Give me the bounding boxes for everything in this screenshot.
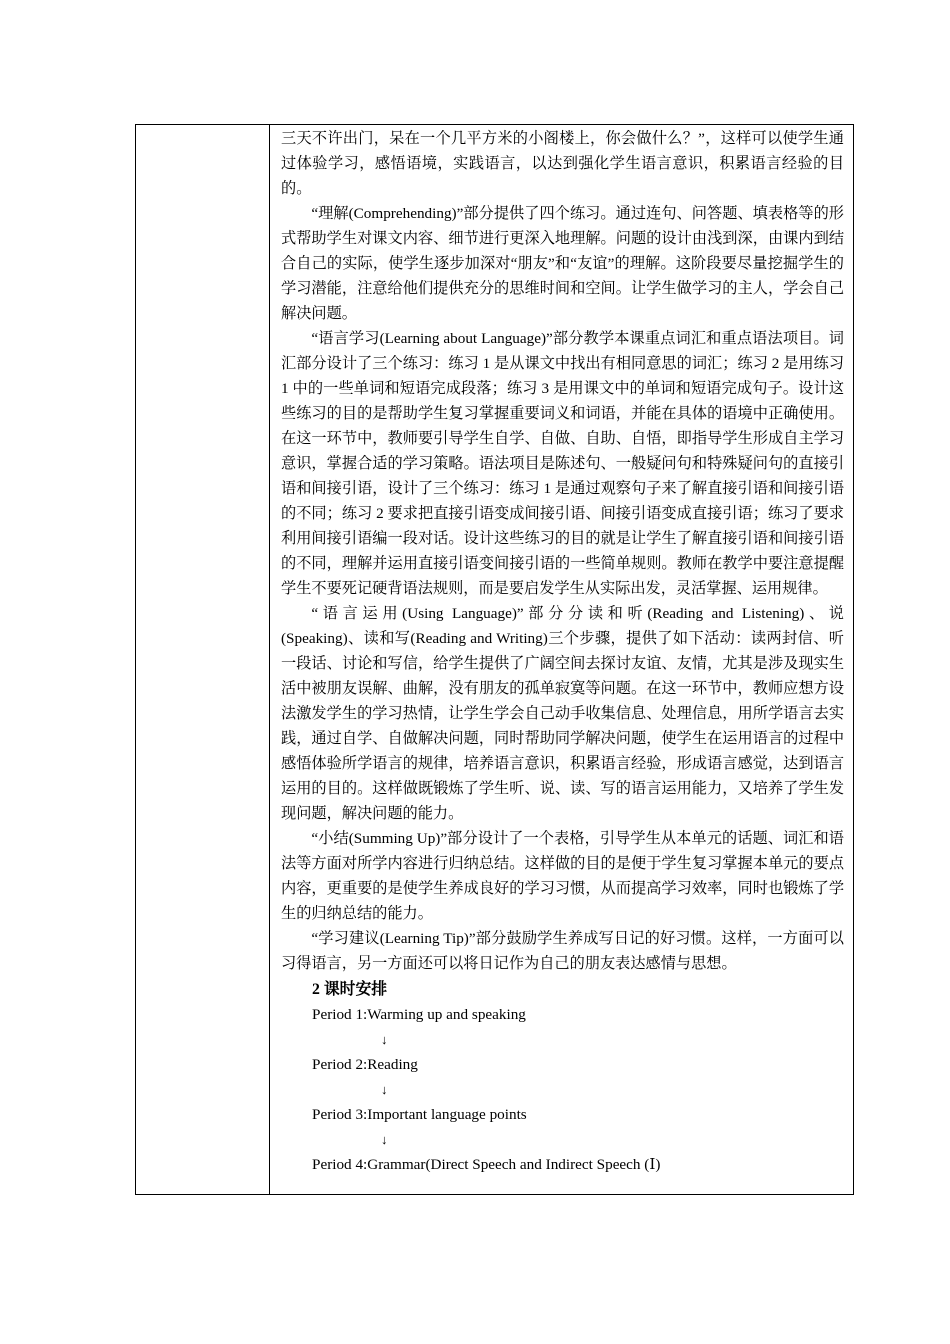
period-item: Period 1:Warming up and speaking [312, 1006, 526, 1023]
down-arrow-icon: ↓ [381, 1082, 388, 1097]
document-table [135, 124, 854, 1195]
paragraph-summing-up: “小结(Summing Up)”部分设计了一个表格，引导学生从本单元的话题、词汇和语法等方面对所学内容进行归纳总结。这样做的目的是便于学生复习掌握本单元的要点内容，更重要的是使学生养成良好的学习习惯，从而提高学习效率，同时也锻炼了学生的归纳总结的能力。 [281, 830, 844, 922]
section-heading: 2 课时安排 [312, 981, 388, 998]
period-item: Period 3:Important language points [312, 1106, 527, 1123]
table-right-cell [270, 125, 853, 1194]
down-arrow-icon: ↓ [381, 1132, 388, 1147]
paragraph-continuation: 三天不许出门，呆在一个几平方米的小阁楼上，你会做什么？”，这样可以使学生通过体验学习，感悟语境，实践语言，以达到强化学生语言意识，积累语言经验的目的。 [281, 130, 844, 197]
table-left-cell [136, 125, 270, 1194]
paragraph-learning-about-language: “语言学习(Learning about Language)”部分教学本课重点词汇和重点语法项目。词汇部分设计了三个练习：练习 1 是从课文中找出有相同意思的词汇；练习 2 是用练习 1 中的一些单词和短语完成段落；练习 3 是用课文中的单词和短语完成句子。设计这些练习的目的是帮助学生复习掌握重要词义和词语，并能在具体的语境中正确使用。在这一环节中，教师要引导学生自学、自做、自助、自悟，即指导学生形成自主学习意识，掌握合适的学习策略。语法项目是陈述句、一般疑问句和特殊疑问句的直接引语和间接引语，设计了三个练习：练习 1 是通过观察句子来了解直接引语和间接引语的不同；练习 2 要求把直接引语变成间接引语、间接引语变成直接引语；练习了要求利用间接引语编一段对话。设计这些练习的目的就是让学生了解直接引语和间接引语的不同，理解并运用直接引语变间接引语的一些简单规则。教师在教学中要注意提醒学生不要死记硬背语法规则，而是要启发学生从实际出发，灵活掌握、运用规律。 [281, 330, 844, 597]
down-arrow-icon: ↓ [381, 1032, 388, 1047]
cell-content [281, 126, 844, 1177]
paragraph-using-language: “语言运用(Using Language)”部分分读和听(Reading and Listening)、说(Speaking)、读和写(Reading and Writing)三个步骤，提供了如下活动：读两封信、听一段话、讨论和写信，给学生提供了广阔空间去探讨友谊、友情，尤其是涉及现实生活中被朋友误解、曲解，没有朋友的孤单寂寞等问题。在这一环节中，教师应想方设法激发学生的学习热情，让学生学会自己动手收集信息、处理信息，用所学语言去实践，通过自学、自做解决问题，同时帮助同学解决问题，使学生在运用语言的过程中感悟体验所学语言的规律，培养语言意识，积累语言经验，形成语言感觉，达到语言运用的目的。这样做既锻炼了学生听、说、读、写的语言运用能力，又培养了学生发现问题，解决问题的能力。 [281, 605, 844, 822]
period-item: Period 4:Grammar(Direct Speech and Indirect Speech (Ⅰ) [312, 1156, 661, 1173]
period-item: Period 2:Reading [312, 1056, 418, 1073]
paragraph-comprehending: “理解(Comprehending)”部分提供了四个练习。通过连句、问答题、填表格等的形式帮助学生对课文内容、细节进行更深入地理解。问题的设计由浅到深，由课内到结合自己的实际，使学生逐步加深对“朋友”和“友谊”的理解。这阶段要尽量挖掘学生的学习潜能，注意给他们提供充分的思维时间和空间。让学生做学习的主人，学会自己解决问题。 [281, 205, 844, 322]
paragraph-learning-tip: “学习建议(Learning Tip)”部分鼓励学生养成写日记的好习惯。这样，一方面可以习得语言，另一方面还可以将日记作为自己的朋友表达感情与思想。 [281, 930, 844, 972]
